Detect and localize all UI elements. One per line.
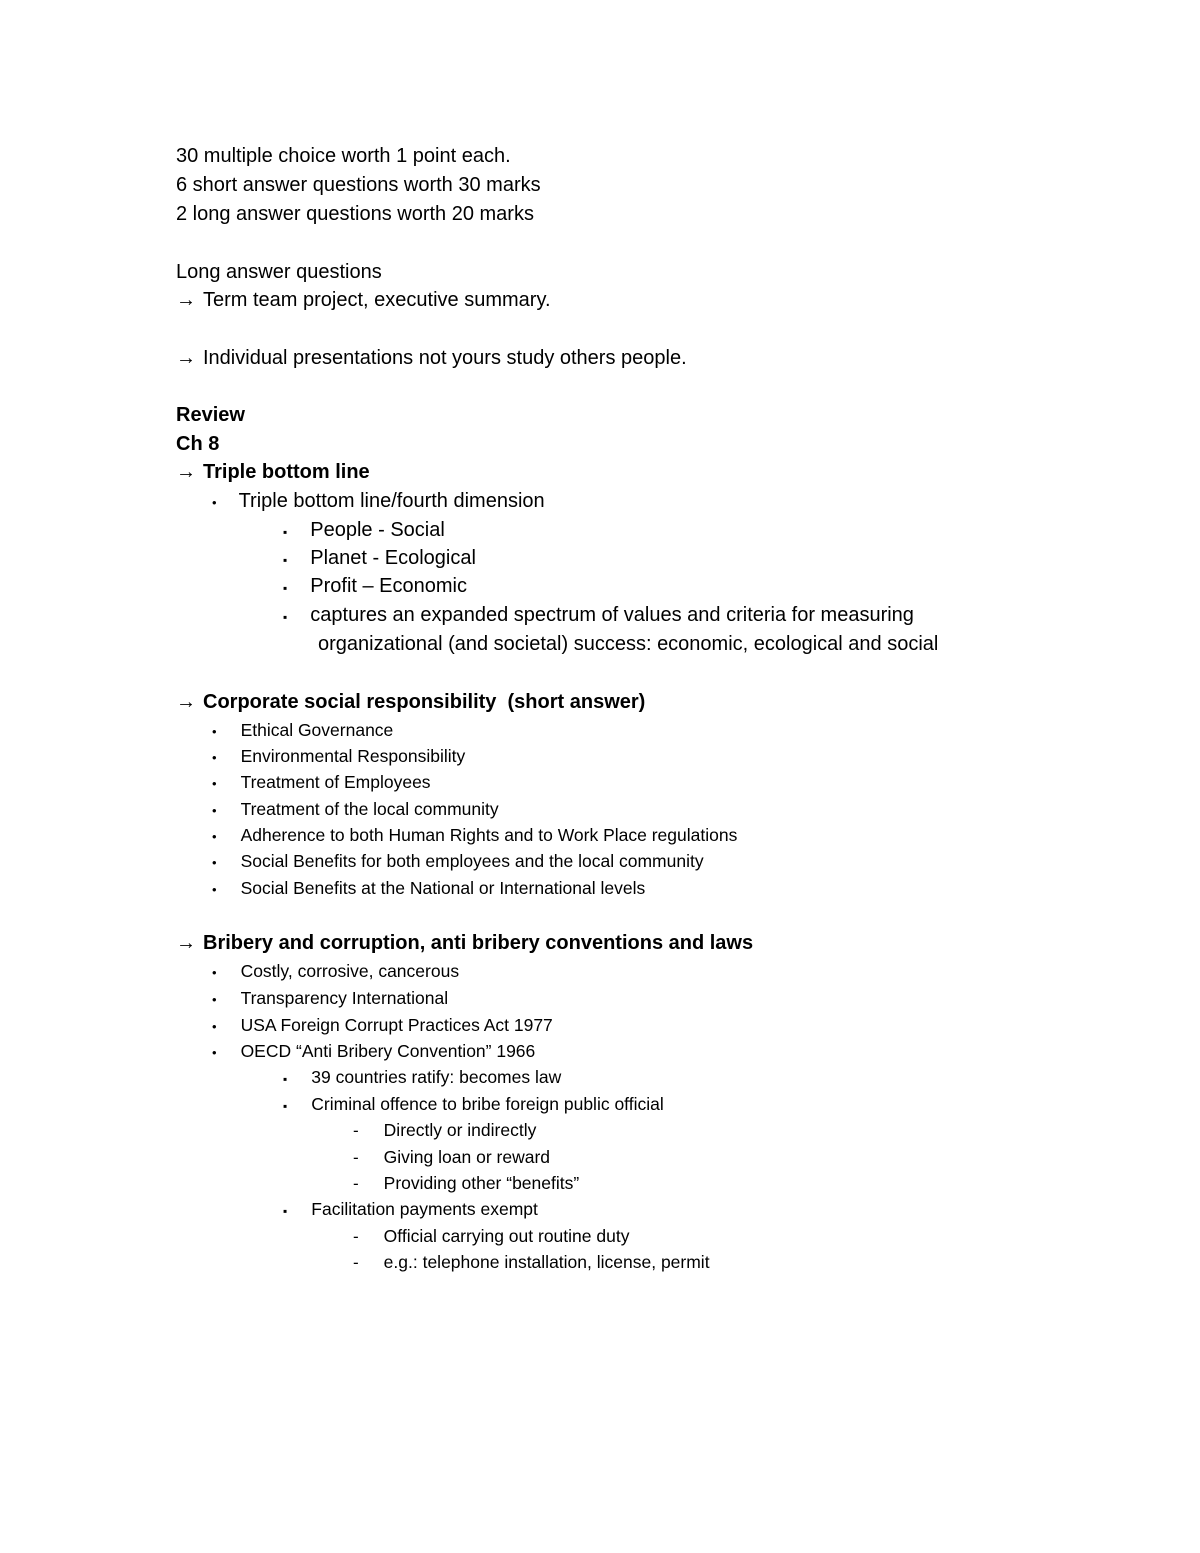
arrow-icon: → [176,289,196,311]
criminal-sub-item [353,1146,550,1169]
oecd-sub-item [283,1066,561,1091]
facilitation-sub-item-text: e.g.: telephone installation, license, permit [383,1252,710,1272]
bribery-list-item-text: Costly, corrosive, cancerous [240,961,460,981]
tbl-sub-item-spectrum [283,603,914,629]
bullet-dash-icon: - [353,1121,359,1140]
long-answer-item-2-text: Individual presentations not yours study others people. [203,347,687,369]
bribery-list-item-text: Transparency International [240,988,449,1008]
csr-heading-text: Corporate social responsibility (short answer) [203,691,646,713]
bribery-list-item-text: USA Foreign Corrupt Practices Act 1977 [240,1015,553,1035]
csr-list-item-text: Adherence to both Human Rights and to Work Place regulations [240,825,738,845]
csr-list-item [212,824,737,849]
bribery-list-item [212,1014,553,1039]
csr-list-item-text: Treatment of Employees [240,772,431,792]
csr-list-item [212,850,704,875]
facilitation-item [283,1198,538,1223]
bullet-dot-icon: • [212,965,217,980]
bullet-dot-icon: • [212,829,217,844]
bullet-dash-icon: - [353,1148,359,1167]
bullet-dot-icon: • [212,803,217,818]
oecd-sub-item-text: Criminal offence to bribe foreign public official [311,1094,664,1114]
arrow-icon: → [176,691,196,713]
arrow-icon: → [176,461,196,483]
csr-heading [176,690,645,714]
oecd-sub-item-text: 39 countries ratify: becomes law [311,1067,562,1087]
bullet-square-icon: ▪ [283,525,288,539]
bullet-dash-icon: - [353,1174,359,1193]
bullet-square-icon: ▪ [283,1072,288,1086]
criminal-sub-item-text: Directly or indirectly [383,1120,537,1140]
bullet-square-icon: ▪ [283,553,288,567]
bribery-list-item-text: OECD “Anti Bribery Convention” 1966 [240,1041,536,1061]
csr-list-item-text: Social Benefits for both employees and the local community [240,851,704,871]
facilitation-item-text: Facilitation payments exempt [311,1199,538,1219]
exam-line-long-answer: 2 long answer questions worth 20 marks [176,203,534,225]
exam-line-multiple-choice: 30 multiple choice worth 1 point each. [176,145,511,167]
tbl-sub-item-text: Planet - Ecological [310,547,476,569]
exam-line-short-answer: 6 short answer questions worth 30 marks [176,174,541,196]
long-answer-item-1-text: Term team project, executive summary. [203,289,551,311]
facilitation-sub-item-text: Official carrying out routine duty [383,1226,630,1246]
tbl-sub-item-people [283,518,445,544]
csr-list-item [212,745,465,770]
bullet-dot-icon: • [212,750,217,765]
bullet-dot-icon: • [212,855,217,870]
arrow-icon: → [176,347,196,369]
facilitation-sub-item [353,1251,710,1274]
bullet-dot-icon: • [212,882,217,897]
facilitation-sub-item [353,1225,629,1248]
triple-bottom-line-heading-text: Triple bottom line [203,461,370,483]
oecd-sub-item [283,1093,664,1118]
triple-bottom-line-heading [176,460,370,484]
criminal-sub-item [353,1119,536,1142]
csr-list-item-text: Social Benefits at the National or International levels [240,878,646,898]
tbl-sub-item-text: Profit – Economic [310,575,467,597]
bullet-dot-icon: • [212,495,217,510]
criminal-sub-item-text: Giving loan or reward [383,1147,550,1167]
bribery-list-item [212,960,459,985]
bullet-square-icon: ▪ [283,1204,288,1218]
csr-list-item [212,798,499,823]
triple-bottom-line-bullet-text: Triple bottom line/fourth dimension [238,490,545,512]
csr-list-item [212,719,393,744]
bullet-square-icon: ▪ [283,610,288,624]
bullet-dash-icon: - [353,1227,359,1246]
bribery-heading [176,931,753,955]
criminal-sub-item-text: Providing other “benefits” [383,1173,580,1193]
bullet-dot-icon: • [212,724,217,739]
csr-list-item [212,877,645,902]
bullet-square-icon: ▪ [283,1099,288,1113]
bullet-dot-icon: • [212,776,217,791]
arrow-icon: → [176,932,196,954]
bullet-dot-icon: • [212,1045,217,1060]
bullet-dash-icon: - [353,1253,359,1272]
tbl-sub-item-planet [283,546,476,572]
bullet-square-icon: ▪ [283,581,288,595]
csr-list-item-text: Environmental Responsibility [240,746,466,766]
bribery-list-item [212,987,448,1012]
bribery-list-item [212,1040,535,1065]
tbl-sub-item-text: captures an expanded spectrum of values and criteria for measuring [310,604,914,626]
long-answer-item-2 [176,346,687,370]
csr-list-item-text: Ethical Governance [240,720,394,740]
long-answer-item-1 [176,288,551,312]
triple-bottom-line-bullet [212,489,545,515]
tbl-sub-item-text: People - Social [310,519,445,541]
review-title: Review [176,404,245,426]
bribery-heading-text: Bribery and corruption, anti bribery conventions and laws [203,932,754,954]
long-answer-heading: Long answer questions [176,261,382,283]
csr-list-item [212,771,431,796]
tbl-sub-item-profit [283,574,467,600]
bullet-dot-icon: • [212,992,217,1007]
tbl-sub-item-spectrum-continuation: organizational (and societal) success: economic, ecological and social [318,633,939,655]
criminal-sub-item [353,1172,579,1195]
chapter-label: Ch 8 [176,433,220,455]
bullet-dot-icon: • [212,1019,217,1034]
csr-list-item-text: Treatment of the local community [240,799,499,819]
